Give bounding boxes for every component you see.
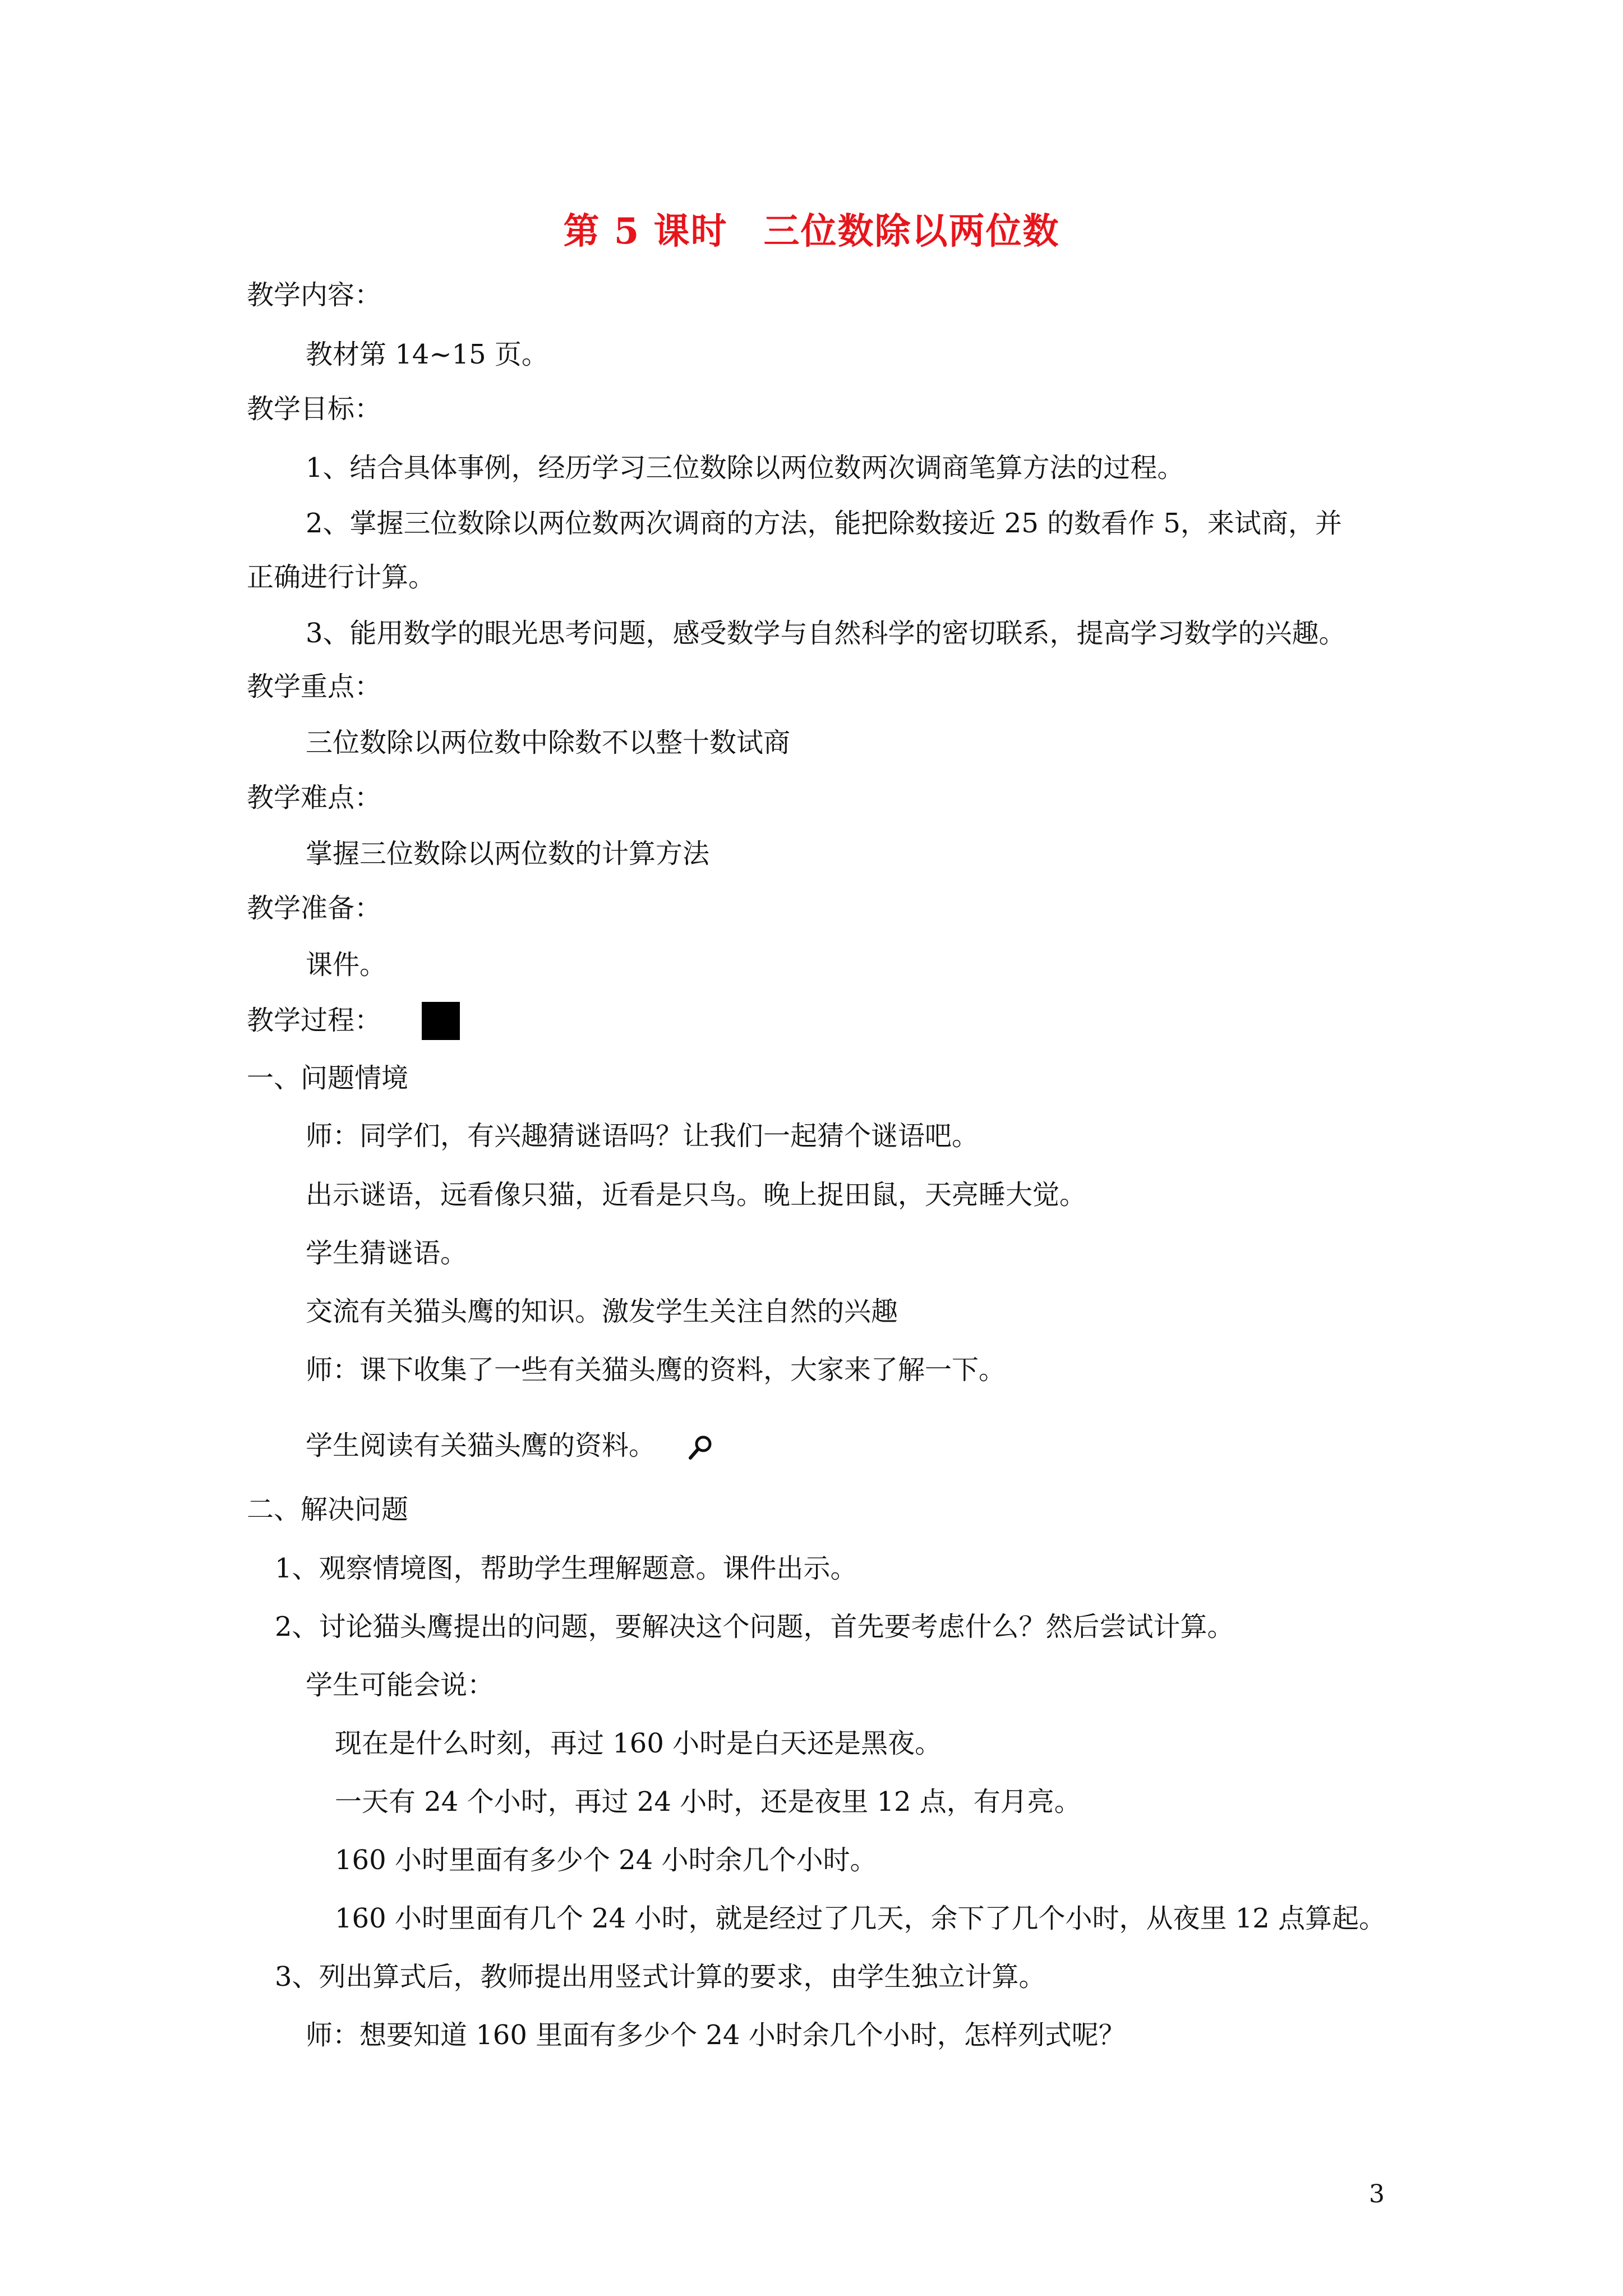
goal-1: 1、结合具体事例，经历学习三位数除以两位数两次调商笔算方法的过程。 bbox=[306, 452, 1184, 484]
step-3: 3、列出算式后，教师提出用竖式计算的要求，由学生独立计算。 bbox=[275, 1961, 1046, 1993]
page-title bbox=[0, 206, 1623, 257]
paragraph-2: 出示谜语，远看像只猫，近看是只鸟。晚上捉田鼠，天亮睡大觉。 bbox=[306, 1179, 1087, 1211]
answer-2: 一天有 24 个小时，再过 24 小时，还是夜里 12 点，有月亮。 bbox=[335, 1786, 1081, 1818]
section-1-heading: 一、问题情境 bbox=[247, 1062, 409, 1094]
lesson-number: 第 5 课时 bbox=[563, 210, 728, 252]
magnifier-icon bbox=[686, 1434, 714, 1462]
goals-label: 教学目标： bbox=[247, 393, 382, 425]
step-1: 1、观察情境图，帮助学生理解题意。课件出示。 bbox=[275, 1553, 857, 1584]
goal-2a: 2、掌握三位数除以两位数两次调商的方法，能把除数接近 25 的数看作 5，来试商，并 bbox=[306, 508, 1342, 539]
paragraph-6: 学生阅读有关猫头鹰的资料。 bbox=[306, 1430, 656, 1461]
paragraph-1: 师：同学们，有兴趣猜谜语吗？让我们一起猜个谜语吧。 bbox=[306, 1120, 979, 1152]
prep-text: 课件。 bbox=[306, 949, 387, 981]
key-text: 三位数除以两位数中除数不以整十数试商 bbox=[306, 727, 791, 758]
key-label: 教学重点： bbox=[247, 671, 382, 702]
answer-3: 160 小时里面有多少个 24 小时余几个小时。 bbox=[335, 1844, 877, 1876]
paragraph-3: 学生猜谜语。 bbox=[306, 1237, 468, 1269]
goal-2b: 正确进行计算。 bbox=[247, 562, 436, 593]
section-2-heading: 二、解决问题 bbox=[247, 1494, 409, 1525]
difficulty-label: 教学难点： bbox=[247, 782, 382, 813]
page-number: 3 bbox=[1369, 2180, 1385, 2208]
answer-1: 现在是什么时刻，再过 160 小时是白天还是黑夜。 bbox=[335, 1728, 942, 1759]
black-square-icon bbox=[422, 1002, 460, 1040]
step-2: 2、讨论猫头鹰提出的问题，要解决这个问题，首先要考虑什么？然后尝试计算。 bbox=[275, 1611, 1234, 1642]
lesson-topic: 三位数除以两位数 bbox=[763, 210, 1060, 252]
students-say: 学生可能会说： bbox=[306, 1669, 495, 1701]
content-text: 教材第 14~15 页。 bbox=[306, 339, 548, 370]
goal-3: 3、能用数学的眼光思考问题，感受数学与自然科学的密切联系，提高学习数学的兴趣。 bbox=[306, 618, 1346, 649]
paragraph-4: 交流有关猫头鹰的知识。激发学生关注自然的兴趣 bbox=[306, 1296, 898, 1327]
difficulty-text: 掌握三位数除以两位数的计算方法 bbox=[306, 838, 710, 869]
step-3-teacher: 师：想要知道 160 里面有多少个 24 小时余几个小时，怎样列式呢？ bbox=[306, 2019, 1126, 2051]
content-label: 教学内容： bbox=[247, 279, 382, 311]
process-label: 教学过程： bbox=[247, 1005, 382, 1036]
prep-label: 教学准备： bbox=[247, 892, 382, 924]
paragraph-5: 师：课下收集了一些有关猫头鹰的资料，大家来了解一下。 bbox=[306, 1354, 1006, 1386]
answer-4: 160 小时里面有几个 24 小时，就是经过了几天，余下了几个小时，从夜里 12 点算起。 bbox=[335, 1903, 1386, 1934]
